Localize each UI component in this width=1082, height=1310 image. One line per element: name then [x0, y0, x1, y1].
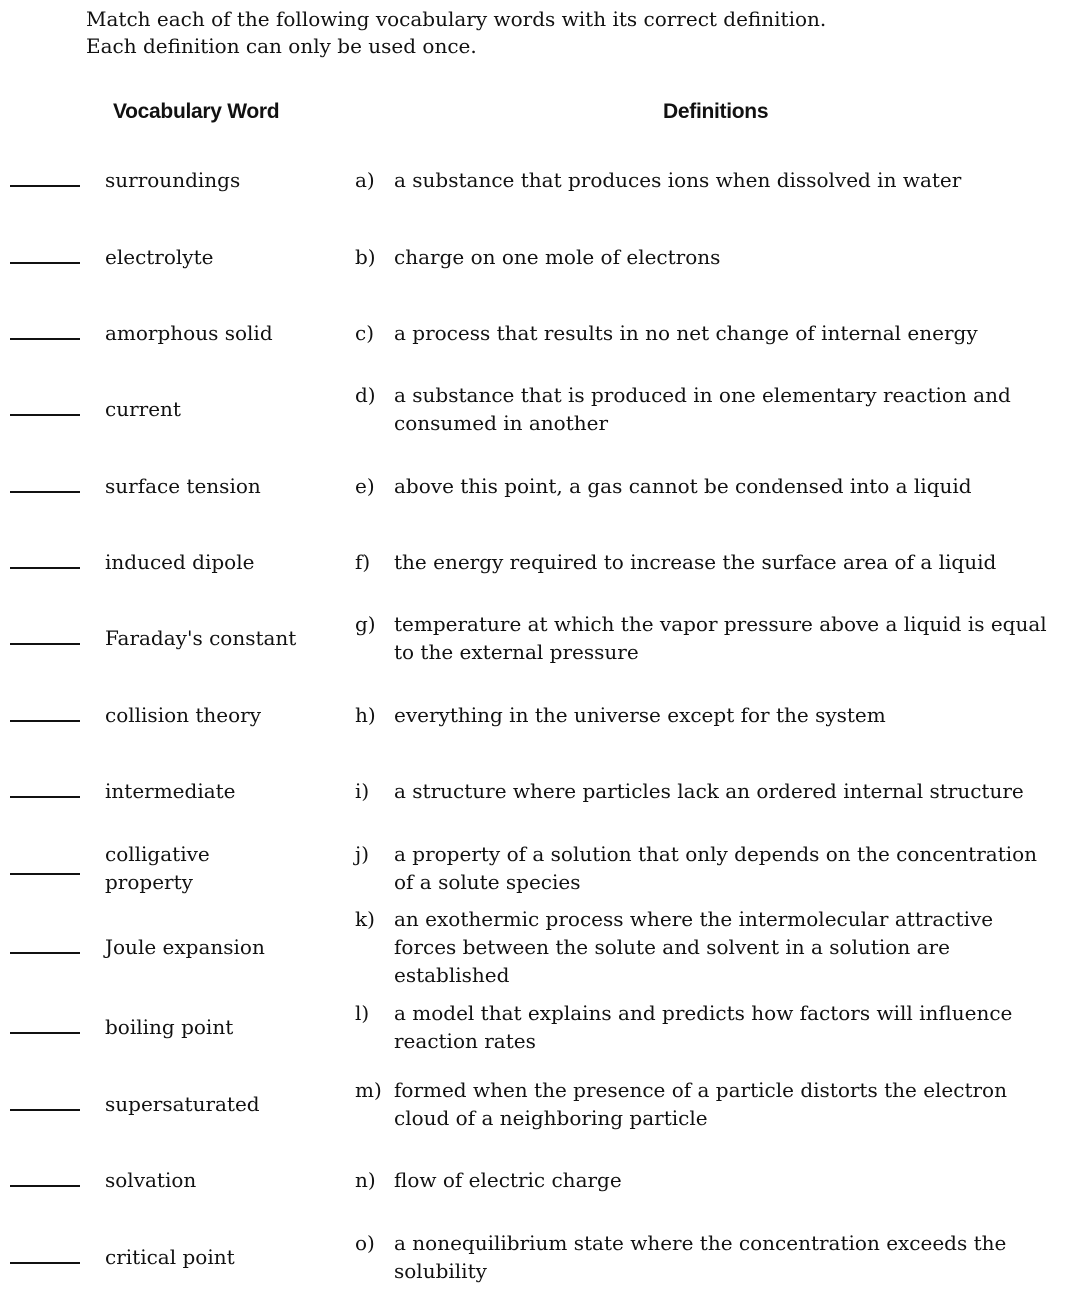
definition-letter: g) — [355, 612, 376, 636]
definition-letter: f) — [355, 550, 371, 574]
answer-blank[interactable] — [10, 1262, 80, 1264]
definition-text — [394, 840, 1054, 896]
definition-line: temperature at which the vapor pressure above a liquid is equal — [394, 612, 1047, 636]
vocabulary-word-line: current — [105, 397, 181, 421]
instructions — [86, 6, 826, 60]
vocabulary-word — [105, 548, 254, 576]
vocabulary-word — [105, 1166, 196, 1194]
definition-line: solubility — [394, 1259, 487, 1283]
definition-letter: j) — [355, 842, 370, 866]
definition-line: a process that results in no net change of internal energy — [394, 321, 978, 345]
definition-line: a substance that produces ions when dissolved in water — [394, 168, 962, 192]
definition-line: a substance that is produced in one elementary reaction and — [394, 383, 1011, 407]
definition-letter: d) — [355, 383, 376, 407]
vocabulary-word-line: collision theory — [105, 703, 262, 727]
definition-letter: c) — [355, 321, 375, 345]
definition-line: flow of electric charge — [394, 1168, 622, 1192]
vocabulary-word — [105, 319, 273, 347]
vocabulary-word-line: surroundings — [105, 168, 241, 192]
vocabulary-word-line: intermediate — [105, 779, 236, 803]
definition-letter: b) — [355, 245, 376, 269]
answer-blank[interactable] — [10, 1032, 80, 1034]
vocabulary-word-line: amorphous solid — [105, 321, 273, 345]
definition-line: forces between the solute and solvent in a solution are — [394, 935, 950, 959]
instructions-line-2: Each definition can only be used once. — [86, 34, 477, 58]
definition-text — [394, 701, 1054, 729]
definition-text — [394, 905, 1054, 989]
answer-blank[interactable] — [10, 414, 80, 416]
definition-line: charge on one mole of electrons — [394, 245, 721, 269]
definition-letter: i) — [355, 779, 370, 803]
definition-line: formed when the presence of a particle distorts the electron — [394, 1078, 1007, 1102]
vocabulary-word-line: critical point — [105, 1245, 235, 1269]
vocabulary-word — [105, 701, 261, 729]
definition-line: a nonequilibrium state where the concentration exceeds the — [394, 1231, 1007, 1255]
definition-text — [394, 1229, 1054, 1285]
vocabulary-word — [105, 395, 181, 423]
vocabulary-word-line: Joule expansion — [105, 935, 265, 959]
definition-text — [394, 777, 1054, 805]
vocabulary-word-line: boiling point — [105, 1015, 234, 1039]
definition-text — [394, 243, 1054, 271]
vocabulary-word-line: induced dipole — [105, 550, 255, 574]
definition-letter: l) — [355, 1001, 370, 1025]
vocabulary-word — [105, 840, 210, 896]
vocabulary-word-line: surface tension — [105, 474, 261, 498]
definition-letter: h) — [355, 703, 376, 727]
definition-line: above this point, a gas cannot be condensed into a liquid — [394, 474, 972, 498]
definition-line: reaction rates — [394, 1029, 536, 1053]
definition-letter: o) — [355, 1231, 375, 1255]
definition-text — [394, 381, 1054, 437]
answer-blank[interactable] — [10, 796, 80, 798]
definition-line: to the external pressure — [394, 640, 639, 664]
definition-text — [394, 610, 1054, 666]
vocabulary-word — [105, 624, 296, 652]
definition-text — [394, 1076, 1054, 1132]
definition-line: a model that explains and predicts how factors will influence — [394, 1001, 1013, 1025]
definition-letter: n) — [355, 1168, 376, 1192]
definition-line: established — [394, 963, 510, 987]
answer-blank[interactable] — [10, 952, 80, 954]
definition-text — [394, 1166, 1054, 1194]
answer-blank[interactable] — [10, 185, 80, 187]
vocabulary-word — [105, 777, 236, 805]
definition-line: everything in the universe except for the system — [394, 703, 886, 727]
answer-blank[interactable] — [10, 491, 80, 493]
answer-blank[interactable] — [10, 1109, 80, 1111]
answer-blank[interactable] — [10, 643, 80, 645]
definition-letter: e) — [355, 474, 375, 498]
answer-blank[interactable] — [10, 1185, 80, 1187]
vocabulary-word — [105, 1243, 235, 1271]
definition-line: consumed in another — [394, 411, 609, 435]
definition-line: an exothermic process where the intermolecular attractive — [394, 907, 994, 931]
definition-line: a property of a solution that only depends on the concentration — [394, 842, 1038, 866]
vocabulary-word-line: property — [105, 870, 193, 894]
vocabulary-word — [105, 166, 240, 194]
definition-line: the energy required to increase the surface area of a liquid — [394, 550, 997, 574]
definition-letter: a) — [355, 168, 375, 192]
vocabulary-word-line: supersaturated — [105, 1092, 260, 1116]
definition-text — [394, 999, 1054, 1055]
vocabulary-word — [105, 243, 213, 271]
definition-text — [394, 166, 1054, 194]
definition-line: of a solute species — [394, 870, 581, 894]
definition-line: cloud of a neighboring particle — [394, 1106, 708, 1130]
vocabulary-word — [105, 933, 265, 961]
answer-blank[interactable] — [10, 338, 80, 340]
vocabulary-word-line: solvation — [105, 1168, 197, 1192]
definition-line: a structure where particles lack an ordered internal structure — [394, 779, 1024, 803]
vocabulary-word — [105, 1013, 233, 1041]
answer-blank[interactable] — [10, 873, 80, 875]
vocabulary-word-line: electrolyte — [105, 245, 214, 269]
vocabulary-word-line: Faraday's constant — [105, 626, 297, 650]
definition-text — [394, 472, 1054, 500]
answer-blank[interactable] — [10, 720, 80, 722]
vocabulary-word-line: colligative — [105, 842, 210, 866]
answer-blank[interactable] — [10, 262, 80, 264]
definition-letter: k) — [355, 907, 375, 931]
definition-letter: m) — [355, 1078, 382, 1102]
definition-text — [394, 548, 1054, 576]
definitions-header: Definitions — [663, 100, 769, 123]
vocabulary-word — [105, 1090, 260, 1118]
vocabulary-word-header: Vocabulary Word — [113, 100, 280, 123]
answer-blank[interactable] — [10, 567, 80, 569]
vocabulary-word — [105, 472, 261, 500]
definition-text — [394, 319, 1054, 347]
instructions-line-1: Match each of the following vocabulary words with its correct definition. — [86, 7, 827, 31]
